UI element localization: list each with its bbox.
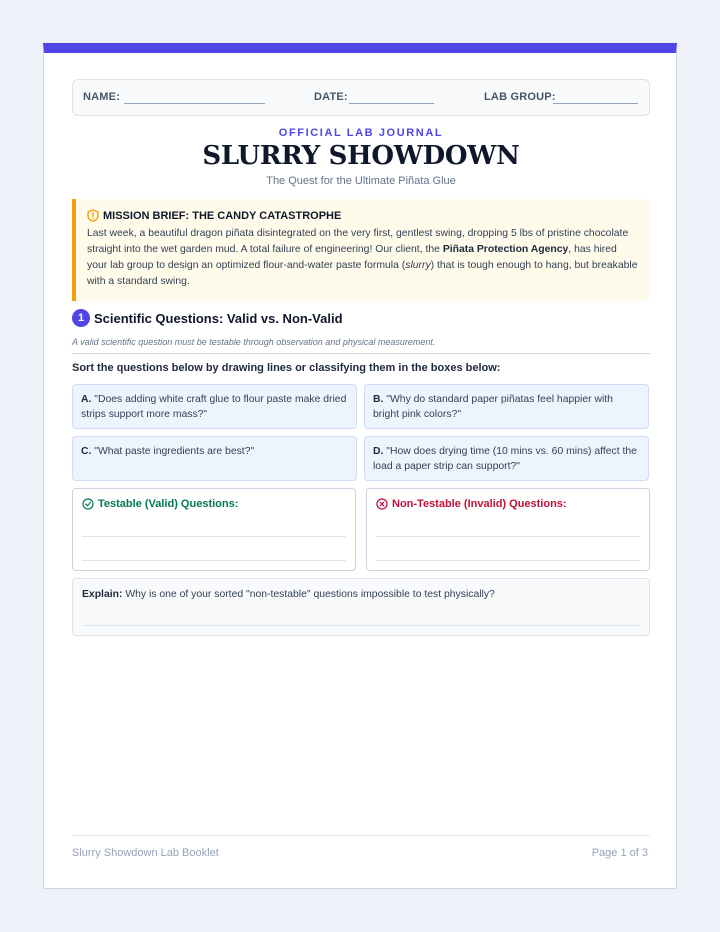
explain-box[interactable] (72, 578, 650, 636)
worksheet-page (43, 43, 677, 889)
explain-label: Explain: (82, 589, 123, 600)
question-card-b[interactable]: B. "Why do standard paper piñatas feel happier with bright pink colors?" (364, 384, 649, 429)
date-field[interactable] (349, 103, 434, 104)
answer-line[interactable] (82, 560, 346, 561)
shield-warning-icon (87, 209, 99, 222)
answer-line[interactable] (82, 625, 640, 626)
sort-instructions: Sort the questions below by drawing lines or classifying them in the boxes below: (72, 362, 501, 374)
footer-page-number: Page 1 of 3 (591, 847, 648, 859)
explain-prompt: Why is one of your sorted "non-testable" questions impossible to test physically? (125, 589, 495, 600)
section-heading (72, 309, 343, 327)
client-name: Piñata Protection Agency (442, 244, 569, 255)
name-label: NAME: (83, 91, 121, 103)
question-card-c[interactable]: C. "What paste ingredients are best?" (72, 436, 357, 481)
footer-booklet-name: Slurry Showdown Lab Booklet (72, 847, 219, 859)
date-label: DATE: (314, 91, 348, 103)
testable-questions-box[interactable] (72, 488, 356, 571)
question-card-a[interactable]: A. "Does adding white craft glue to flour paste make dried strips support more mass?" (72, 384, 357, 429)
x-circle-icon (376, 498, 388, 510)
mission-brief (72, 199, 650, 301)
slurry-term: slurry (405, 260, 431, 271)
name-field[interactable] (124, 103, 265, 104)
check-circle-icon (82, 498, 94, 510)
section-divider (72, 353, 650, 354)
non-testable-questions-box[interactable] (366, 488, 650, 571)
testable-label: Testable (Valid) Questions: (98, 498, 239, 510)
answer-line[interactable] (376, 560, 640, 561)
mission-brief-title: MISSION BRIEF: THE CANDY CATASTROPHE (103, 209, 342, 222)
page-title: SLURRY SHOWDOWN (202, 141, 520, 171)
testable-header (82, 498, 238, 510)
journal-kicker: OFFICIAL LAB JOURNAL (278, 127, 444, 139)
non-testable-label: Non-Testable (Invalid) Questions: (392, 498, 567, 510)
footer-divider (72, 835, 650, 836)
student-info-bar (72, 79, 650, 116)
section-subtitle: A valid scientific question must be testable through observation and physical measurement. (72, 337, 436, 347)
answer-line[interactable] (82, 536, 346, 537)
question-card-d[interactable]: D. "How does drying time (10 mins vs. 60 mins) affect the load a paper strip can support?" (364, 436, 649, 481)
lab-group-field[interactable] (553, 103, 638, 104)
mission-brief-header (87, 209, 638, 222)
answer-line[interactable] (376, 536, 640, 537)
section-number-badge: 1 (72, 309, 90, 327)
section-title: Scientific Questions: Valid vs. Non-Valid (94, 310, 343, 326)
non-testable-header (376, 498, 567, 510)
page-subtitle: The Quest for the Ultimate Piñata Glue (266, 175, 456, 187)
mission-brief-text: Last week, a beautiful dragon piñata disintegrated on the very first, gentlest swing, dropping 5 lbs of pristine chocolate straight into the wet garden mud. A total failure of engineering! Our client, the Piñata Protection Agency, has hired your lab group to design an optimized flour-and-water paste formula (slurry) that is tough enough to hang, but breakable with a standard swing. (87, 228, 638, 287)
lab-group-label: LAB GROUP: (484, 91, 556, 103)
